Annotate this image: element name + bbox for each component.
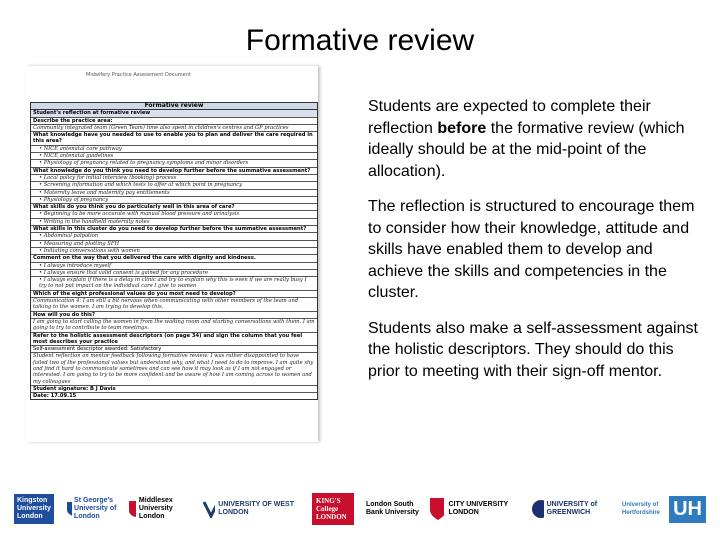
table-banner: Formative review	[31, 103, 317, 110]
logo-st-georges: St George's University of London	[66, 486, 122, 532]
body-text	[368, 96, 698, 396]
table-row: What knowledge have you needed to use to enable you to plan and deliver the care required in this area?	[31, 132, 317, 146]
logo-uwl: UNIVERSITY OF WEST LONDON	[202, 486, 298, 532]
slide-title: Formative review	[245, 24, 475, 57]
table-row: • Screening information and which tests to offer at which point in pregnancy	[31, 182, 317, 189]
table-row: Which of the eight professional values do you most need to develop?	[31, 291, 317, 298]
document-caption: Midwifery Practice Assessment Document	[86, 72, 191, 78]
emphasis-before: before	[437, 119, 487, 137]
assessment-document	[26, 66, 318, 442]
table-row: • I always ensure that valid consent is gained for any procedure	[31, 270, 317, 277]
table-row: How will you do this?	[31, 312, 317, 319]
table-row: Refer to the holistic assessment descriptors (on page 34) and sign the column that you feel most describes your practice	[31, 333, 317, 347]
table-row: What skills do you think you do particularly well in this area of care?	[31, 204, 317, 211]
table-row: Self-assessment descriptor awarded: Satisfactory	[31, 346, 317, 353]
logo-greenwich: UNIVERSITY of GREENWICH	[530, 486, 606, 532]
table-row: • Physiology of pregnancy	[31, 197, 317, 204]
crest-icon	[66, 501, 72, 517]
logo-middlesex: Middlesex University London	[128, 486, 194, 532]
paragraph-3: Students also make a self-assessment against the holistic descriptors. They should do this prior to meeting with their sign-off mentor.	[368, 319, 698, 380]
table-row: • Maternity leave and maternity pay entitlements	[31, 190, 317, 197]
university-logos	[0, 486, 720, 532]
table-row: Student signature: B J Davis	[31, 386, 317, 393]
paragraph-1: Students are expected to complete their reflection before the formative review (which ideally should be at the mid-point of the allocation).	[368, 98, 685, 180]
logo-kingston: Kingston University London	[14, 486, 54, 532]
table-row: • Local policy for initial interview (booking) process	[31, 175, 317, 182]
table-row: • Writing in the handheld maternity notes	[31, 219, 317, 226]
table-row: • NICE antenatal care pathway	[31, 146, 317, 153]
crest-icon	[428, 496, 444, 522]
table-row: • Beginning to be more accurate with manual blood pressure and urinalysis	[31, 211, 317, 218]
table-row: • I always explain if there is a delay in clinic and try to explain why this is even if we are really busy I try to not put impact on the individual care I give to women	[31, 277, 317, 291]
table-row: • Physiology of pregnancy related to pregnancy symptoms and minor disorders	[31, 160, 317, 167]
table-section-heading: Student's reflection at formative review	[31, 110, 317, 117]
table-row: • Initiating conversations with women	[31, 248, 317, 255]
table-row: I am going to start calling the women in from the waiting room and starting conversations with them. I am going to try to contribute to team meetings.	[31, 319, 317, 333]
logo-herts: University of Hertfordshire UH	[622, 486, 706, 532]
uwl-icon	[202, 500, 215, 518]
logo-city: CITY UNIVERSITY LONDON	[428, 486, 524, 532]
reflection-table	[30, 102, 318, 400]
table-row: • Abdominal palpation	[31, 233, 317, 240]
table-row: What skills in this cluster do you need to develop further before the summative assessment?	[31, 226, 317, 233]
table-row: Comment on the way that you delivered the care with dignity and kindness.	[31, 255, 317, 262]
table-row: What knowledge do you think you need to develop further before the summative assessment?	[31, 168, 317, 175]
paragraph-2: The reflection is structured to encourage them to consider how their knowledge, attitude and skills have enabled them to develop and achieve the skills and competencies in the cluster.	[368, 198, 695, 301]
table-row: • I always introduce myself	[31, 263, 317, 270]
table-row: • NICE antenatal guidelines	[31, 153, 317, 160]
table-row: Communication 4: I am still a bit nervous when communicating with other members of the team and talking to the women. I am trying to develop this.	[31, 298, 317, 312]
table-rows	[31, 118, 317, 400]
table-row: Date: 17.09.15	[33, 393, 77, 400]
table-row: Community integrated team (Green Team) time also spent in children's centres and GP practices	[31, 125, 317, 132]
table-row: Describe the practice area:	[31, 118, 317, 125]
logo-lsbu: London South Bank University	[366, 501, 419, 516]
crest-icon	[530, 498, 544, 520]
logo-kings: KING'S College LONDON	[312, 486, 354, 532]
uh-mark-icon: UH	[669, 496, 706, 523]
shield-icon	[128, 500, 136, 518]
table-row: • Measuring and plotting SFH	[31, 241, 317, 248]
table-row: Student reflection on mentor feedback following formative review: I was rather disappointed to have failed two of the professional values but understand why, and what I need to do to improve. I am quite shy and find it hard to communicate sometimes and can see how it may look as if I am not engaged or interested. I am going to try to be more confident and be aware of how I am coming across to women and my colleagues	[31, 353, 317, 385]
